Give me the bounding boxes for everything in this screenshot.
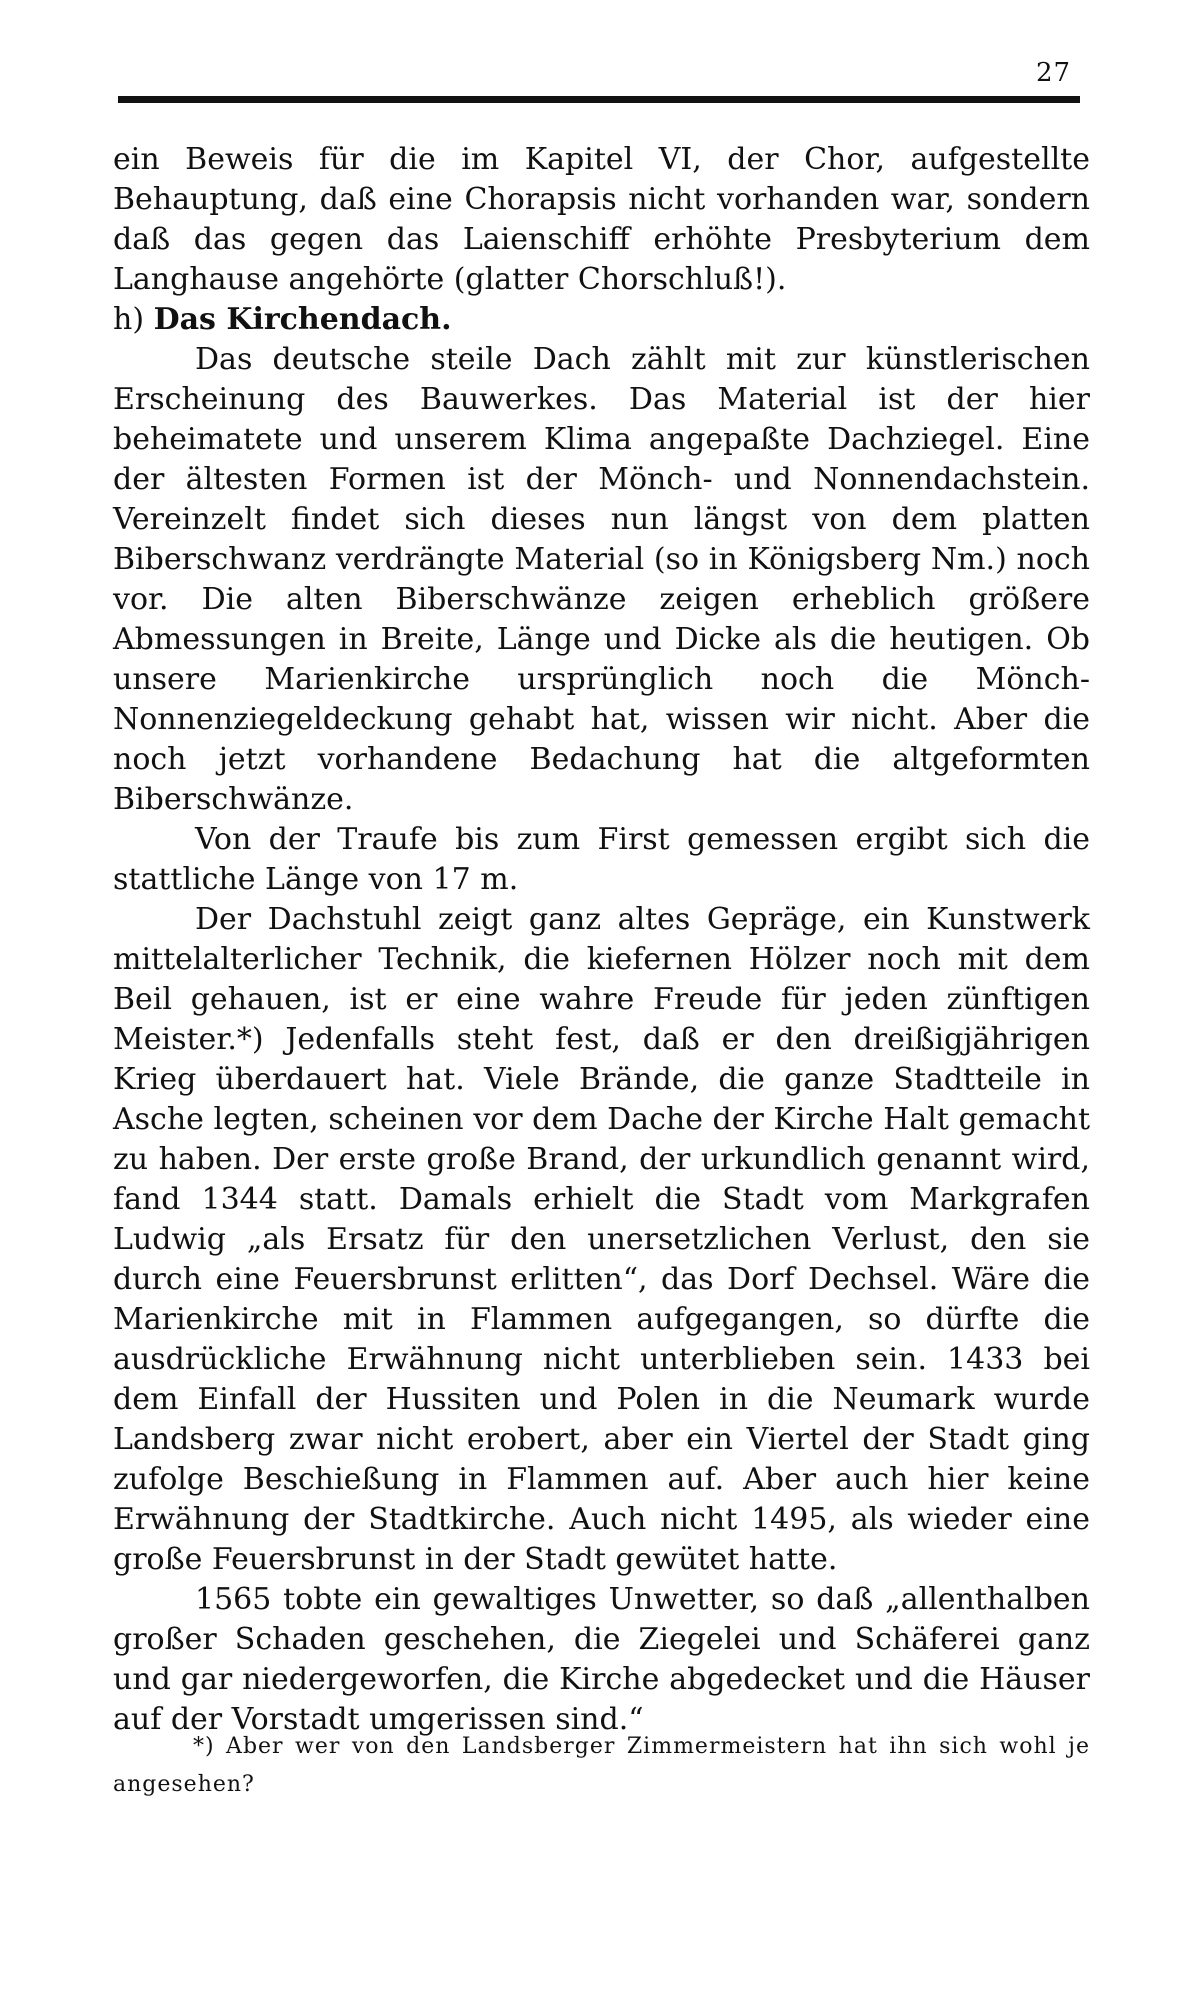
main-text [113, 140, 1090, 1740]
page-number: 27 [1036, 58, 1072, 88]
header-rule [118, 96, 1080, 103]
paragraph-roof-truss: Der Dachstuhl zeigt ganz altes Gepräge, ein Kunstwerk mittelalterlicher Technik, die kiefernen Hölzer noch mit dem Beil gehauen, ist er eine wahre Freude für jeden zünftigen Meister.*) Jedenfalls steht fest, daß er den dreißigjährigen Krieg überdauert hat. Viele Brände, die ganze Stadtteile in Asche legten, scheinen vor dem Dache der Kirche Halt gemacht zu haben. Der erste große Brand, der urkundlich genannt wird, fand 1344 statt. Damals erhielt die Stadt vom Markgrafen Ludwig „als Ersatz für den unersetzlichen Verlust, den sie durch eine Feuersbrunst erlitten“, das Dorf Dechsel. Wäre die Marienkirche mit in Flammen aufgegangen, so dürfte die ausdrückliche Erwähnung nicht unterblieben sein. 1433 bei dem Einfall der Hussiten und Polen in die Neumark wurde Landsberg zwar nicht erobert, aber ein Viertel der Stadt ging zufolge Beschießung in Flammen auf. Aber auch hier keine Erwähnung der Stadtkirche. Auch nicht 1495, als wieder eine große Feuersbrunst in der Stadt gewütet hatte. [113, 902, 1090, 1577]
footnote-text: *) Aber wer von den Landsberger Zimmermeistern hat ihn sich wohl je angesehen? [113, 1734, 1090, 1797]
paragraph-storm-1565: 1565 tobte ein gewaltiges Unwetter, so daß „allenthalben großer Schaden geschehen, die Ziegelei und Schäferei ganz und gar niedergeworfen, die Kirche abgedecket und die Häuser auf der Vorstadt umgerissen sind.“ [113, 1582, 1090, 1737]
section-letter: h) [113, 302, 145, 337]
continuation-paragraph: ein Beweis für die im Kapitel VI, der Chor, aufgestellte Behauptung, daß eine Chorapsis nicht vorhanden war, sondern daß das gegen das Laienschiff erhöhte Presbyterium dem Langhause angehörte (glatter Chorschluß!). [113, 142, 1090, 297]
footnote [113, 1728, 1090, 1804]
section-title: Das Kirchendach. [153, 302, 452, 337]
paragraph-roof-length: Von der Traufe bis zum First gemessen ergibt sich die stattliche Länge von 17 m. [113, 822, 1090, 897]
paragraph-roof-material: Das deutsche steile Dach zählt mit zur künstlerischen Erscheinung des Bauwerkes. Das Material ist der hier beheimatete und unserem Klima angepaßte Dachziegel. Eine der ältesten Formen ist der Mönch- und Nonnendachstein. Vereinzelt findet sich dieses nun längst von dem platten Biberschwanz verdrängte Material (so in Königsberg Nm.) noch vor. Die alten Biberschwänze zeigen erheblich größere Abmessungen in Breite, Länge und Dicke als die heutigen. Ob unsere Marienkirche ursprünglich noch die Mönch-Nonnenziegeldeckung gehabt hat, wissen wir nicht. Aber die noch jetzt vorhandene Bedachung hat die altgeformten Biberschwänze. [113, 342, 1090, 817]
section-heading [113, 300, 1090, 340]
